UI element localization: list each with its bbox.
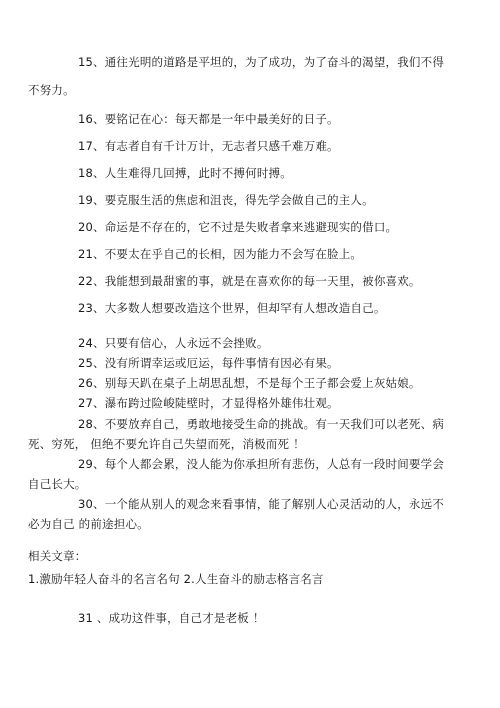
quote-22: 22、我能想到最甜蜜的事，就是在喜欢你的每一天里，被你喜欢。 (78, 274, 421, 288)
quote-27: 27、瀑布跨过险峻陡壁时，才显得格外雄伟壮观。 (78, 396, 339, 410)
quote-15: 15、通往光明的道路是平坦的，为了成功，为了奋斗的渴望，我们不得 (78, 55, 445, 69)
quote-23: 23、大多数人想要改造这个世界，但却罕有人想改造自己。 (78, 301, 386, 315)
quote-25: 25、没有所谓幸运或厄运，每件事情有因必有果。 (78, 356, 339, 370)
quote-28: 28、不要放弃自己，勇敢地接受生命的挑战。有一天我们可以老死、病 (78, 417, 445, 431)
related-articles-links[interactable]: 1.激励年轻人奋斗的名言名句 2.人生奋斗的励志格言名言 (28, 572, 324, 586)
quote-16: 16、要铭记在心：每天都是一年中最美好的日子。 (78, 112, 339, 126)
quote-26: 26、别每天趴在桌子上胡思乱想，不是每个王子都会爱上灰姑娘。 (78, 376, 421, 390)
quote-21: 21、不要太在乎自己的长相，因为能力不会写在脸上。 (78, 247, 363, 261)
quote-24: 24、只要有信心，人永远不会挫败。 (78, 336, 269, 350)
quote-29-continued: 自己长大。 (28, 477, 87, 491)
related-articles-heading: 相关文章： (28, 549, 87, 563)
quote-17: 17、有志者自有千计万计，无志者只感千难万难。 (78, 139, 339, 153)
quote-29: 29、每个人都会累，没人能为你承担所有悲伤，人总有一段时间要学会 (78, 457, 445, 471)
quote-30-continued: 必为自己 的前途担心。 (28, 517, 149, 531)
quote-31: 31 、成功这件事，自己才是老板 ！ (78, 611, 265, 625)
quote-30: 30、一个能从别人的观念来看事情，能了解别人心灵活动的人，永远不 (78, 497, 445, 511)
quote-19: 19、要克服生活的焦虑和沮丧，得先学会做自己的主人。 (78, 193, 374, 207)
quote-18: 18、人生难得几回搏，此时不搏何时搏。 (78, 166, 292, 180)
quote-15-continued: 不努力。 (28, 83, 75, 97)
quote-28-continued: 死、穷死， 但绝不要允许自己失望而死，消极而死 ！ (28, 437, 305, 451)
quote-20: 20、命运是不存在的，它不过是失败者拿来逃避现实的借口。 (78, 220, 398, 234)
